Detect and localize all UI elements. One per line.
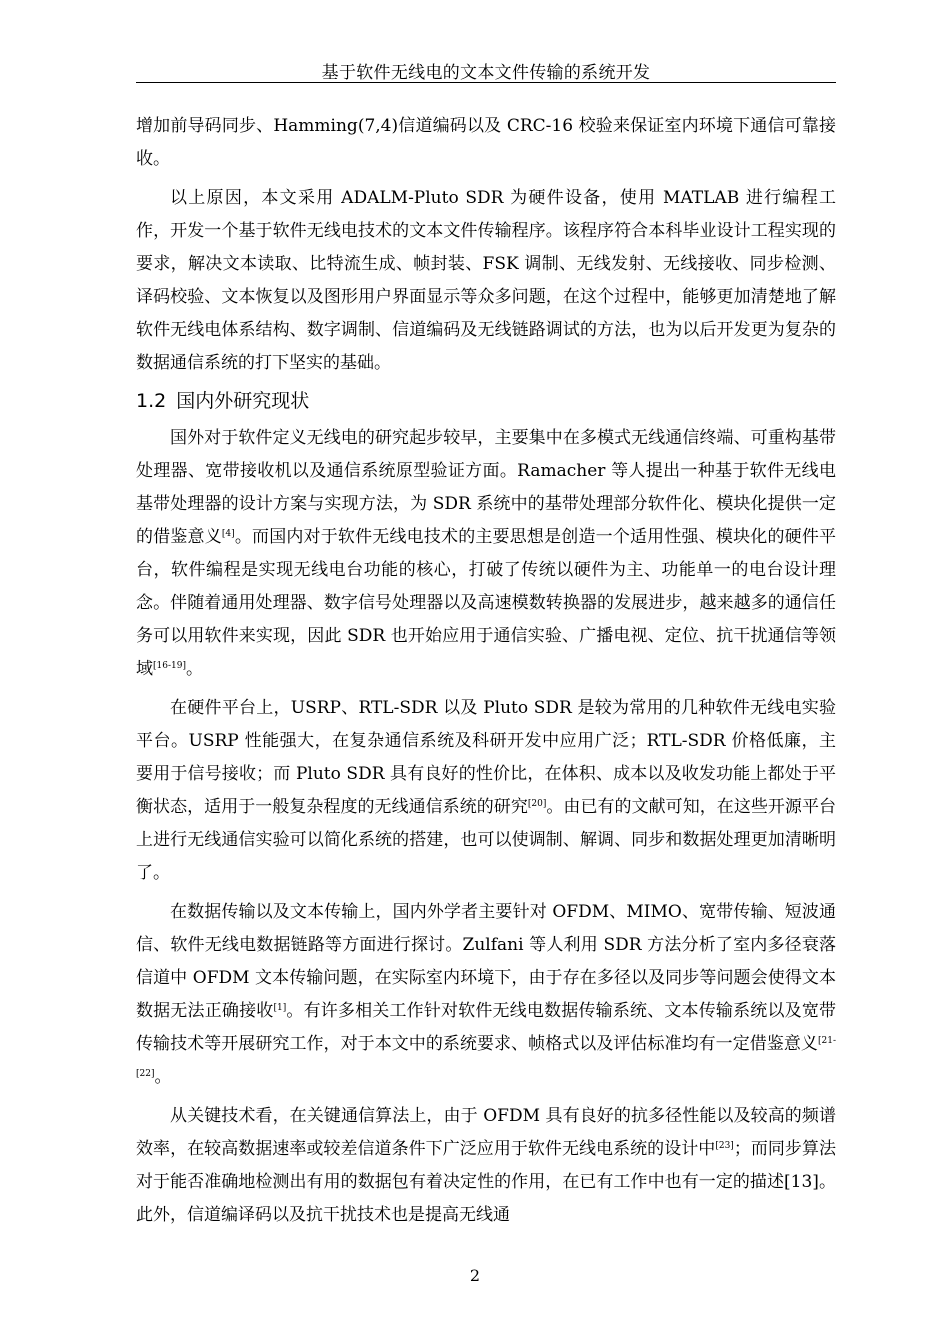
paragraph-key-techniques (136, 1100, 836, 1232)
citation-ref: [23] (715, 1141, 734, 1151)
paragraph-text: 增加前导码同步、Hamming(7,4)信道编码以及 CRC-16 校验来保证室内环境下通信可靠接收。 (136, 116, 836, 169)
citation-ref: [21-[22] (136, 1036, 836, 1079)
citation-ref: [1] (273, 1003, 287, 1013)
citation-ref: [16-19] (153, 661, 186, 671)
paragraph-motivation (136, 182, 836, 380)
paragraph-text: 以上原因，本文采用 ADALM-Pluto SDR 为硬件设备，使用 MATLAB 进行编程工作，开发一个基于软件无线电技术的文本文件传输程序。该程序符合本科毕业设计工程实现的要求，解决文本读取、比特流生成、帧封装、FSK 调制、无线发射、无线接收、同步检测、译码校验、文本恢复以及图形用户界面显示等众多问题，在这个过程中，能够更加清楚地了解软件无线电体系结构、数字调制、信道编码及无线链路调试的方法，也为以后开发更为复杂的数据通信系统的打下坚实的基础。 (136, 188, 836, 373)
paragraph-text: 。由已有的文献可知，在这些开源平台上进行无线通信实验可以简化系统的搭建，也可以使调制、解调、同步和数据处理更加清晰明了。 (136, 797, 837, 883)
running-header: 基于软件无线电的文本文件传输的系统开发 (321, 63, 651, 83)
section-number: 1.2 (136, 390, 167, 412)
page-body (136, 110, 836, 1238)
paragraph-text: 。有许多相关工作针对软件无线电数据传输系统、文本传输系统以及宽带传输技术等开展研究工作，对于本文中的系统要求、帧格式以及评估标准均有一定借鉴意义 (136, 1001, 837, 1054)
paragraph-data-transfer (136, 896, 836, 1094)
paragraph-text: 。而国内对于软件无线电技术的主要思想是创造一个适用性强、模块化的硬件平台，软件编程是实现无线电台功能的核心，打破了传统以硬件为主、功能单一的电台设计理念。伴随着通用处理器、数字信号处理器以及高速模数转换器的发展进步，越来越多的通信任务可以用软件来实现，因此 SDR 也开始应用于通信实验、广播电视、定位、抗干扰通信等领域 (136, 527, 836, 679)
paragraph-text: 在数据传输以及文本传输上，国内外学者主要针对 OFDM、MIMO、宽带传输、短波通信、软件无线电数据链路等方面进行探讨。Zulfani 等人利用 SDR 方法分析了室内多径衰落信道中 OFDM 文本传输问题，在实际室内环境下，由于存在多径以及同步等问题会使得文本数据无法正确接收 (136, 902, 836, 1021)
header-rule (136, 82, 836, 83)
paragraph-text: ；而同步算法对于能否准确地检测出有用的数据包有着决定性的作用，在已有工作中也有一定的描述[13]。此外，信道编译码以及抗干扰技术也是提高无线通 (136, 1139, 837, 1225)
paragraph-hardware (136, 692, 836, 890)
section-title: 国内外研究现状 (176, 390, 310, 412)
paragraph-text: 。 (185, 659, 203, 679)
paragraph-continued (136, 110, 836, 176)
paragraph-overview (136, 422, 836, 686)
paragraph-text: 在硬件平台上，USRP、RTL-SDR 以及 Pluto SDR 是较为常用的几种软件无线电实验平台。USRP 性能强大，在复杂通信系统及科研开发中应用广泛；RTL-SDR 价格低廉，主要用于信号接收；而 Pluto SDR 具有良好的性价比，在体积、成本以及收发功能上都处于平衡状态，适用于一般复杂程度的无线通信系统的研究 (136, 698, 836, 817)
paragraph-text: 。 (154, 1067, 172, 1087)
citation-ref: [4] (221, 529, 235, 539)
paragraph-text: 从关键技术看，在关键通信算法上，由于 OFDM 具有良好的抗多径性能以及较高的频谱效率，在较高数据速率或较差信道条件下广泛应用于软件无线电系统的设计中 (136, 1106, 836, 1159)
page-number: 2 (469, 1266, 481, 1285)
section-heading (136, 386, 836, 416)
citation-ref: [20] (527, 799, 547, 809)
paragraph-text: 国外对于软件定义无线电的研究起步较早，主要集中在多模式无线通信终端、可重构基带处理器、宽带接收机以及通信系统原型验证方面。Ramacher 等人提出一种基于软件无线电基带处理器的设计方案与实现方法，为 SDR 系统中的基带处理部分软件化、模块化提供一定的借鉴意义 (136, 428, 836, 547)
